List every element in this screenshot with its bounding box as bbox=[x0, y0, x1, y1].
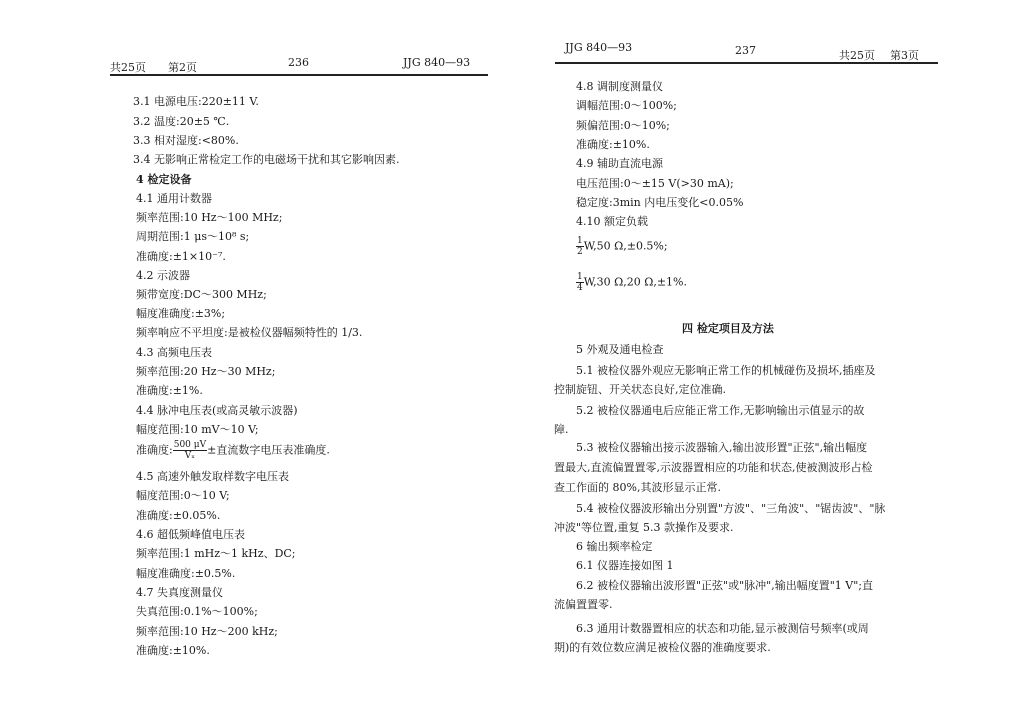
text-line: 3.3 相对湿度:<80%. bbox=[133, 134, 239, 147]
text-line: 准确度:±0.05%. bbox=[136, 509, 221, 522]
text-line: 4.2 示波器 bbox=[136, 269, 190, 282]
text-line: 周期范围:1 μs～10⁸ s; bbox=[136, 230, 250, 243]
text-line: 4.3 高频电压表 bbox=[136, 346, 212, 359]
text-line: 3.1 电源电压:220±11 V. bbox=[133, 95, 259, 108]
text-line: 频率范围:10 Hz～100 MHz; bbox=[136, 211, 283, 224]
text-line: 6.1 仪器连接如图 1 bbox=[576, 559, 674, 572]
text-line: 5.3 被检仪器输出接示波器输入,输出波形置"正弦",输出幅度 bbox=[576, 441, 868, 454]
text-line: 冲波"等位置,重复 5.3 款操作及要求. bbox=[554, 521, 734, 534]
formula-fraction bbox=[173, 440, 207, 461]
text-line: 6.2 被检仪器输出波形置"正弦"或"脉冲",输出幅度置"1 V";直 bbox=[576, 579, 873, 592]
fraction-numerator: 1 bbox=[577, 236, 583, 246]
text-line: 幅度范围:0～10 V; bbox=[136, 489, 230, 502]
text-line: 5.4 被检仪器波形输出分别置"方波"、"三角波"、"锯齿波"、"脉 bbox=[576, 502, 886, 515]
text-line: 频率范围:10 Hz～200 kHz; bbox=[136, 625, 278, 638]
standard-code: JJG 840—93 bbox=[565, 41, 633, 54]
text-line: 障. bbox=[554, 423, 569, 436]
fraction-numerator: 1 bbox=[577, 272, 583, 282]
page-number: 第3页 bbox=[890, 49, 919, 62]
text-line: 4.6 超低频峰值电压表 bbox=[136, 528, 245, 541]
fraction-denominator: 4 bbox=[577, 283, 583, 293]
text-line: 4.7 失真度测量仪 bbox=[136, 586, 223, 599]
load-item bbox=[576, 236, 668, 257]
text-line: 电压范围:0～±15 V(>30 mA); bbox=[576, 177, 734, 190]
text-line: 置最大,直流偏置置零,示波器置相应的功能和状态,使被测波形占检 bbox=[554, 461, 873, 474]
text-line: 稳定度:3min 内电压变化<0.05% bbox=[576, 196, 744, 209]
text-line: 4.1 通用计数器 bbox=[136, 192, 212, 205]
header-rule bbox=[110, 74, 488, 76]
text-line: 期)的有效位数应满足被检仪器的准确度要求. bbox=[554, 641, 771, 654]
text-line: 4.9 辅助直流电源 bbox=[576, 157, 663, 170]
text-line: 6 输出频率检定 bbox=[576, 540, 653, 553]
text-line: 5.2 被检仪器通电后应能正常工作,无影响输出示值显示的故 bbox=[576, 404, 865, 417]
text-line: 5 外观及通电检查 bbox=[576, 343, 664, 356]
text-line: 流偏置置零. bbox=[554, 598, 613, 611]
text-line: 6.3 通用计数器置相应的状态和功能,显示被测信号频率(或周 bbox=[576, 622, 869, 635]
formula-suffix: ±直流数字电压表准确度. bbox=[207, 443, 330, 457]
section-title: 四 检定项目及方法 bbox=[682, 322, 774, 335]
text-line: 频率范围:20 Hz～30 MHz; bbox=[136, 365, 276, 378]
accuracy-formula bbox=[136, 440, 330, 461]
text-line: 失真范围:0.1%～100%; bbox=[136, 605, 258, 618]
load-item bbox=[576, 272, 687, 293]
formula-prefix: 准确度: bbox=[136, 443, 173, 457]
load-text: W,30 Ω,20 Ω,±1%. bbox=[583, 275, 687, 289]
text-line: 3.2 温度:20±5 ℃. bbox=[133, 115, 230, 128]
text-line: 4.5 高速外触发取样数字电压表 bbox=[136, 470, 289, 483]
text-line: 幅度准确度:±3%; bbox=[136, 307, 226, 320]
book-page-number: 236 bbox=[288, 56, 309, 69]
text-line: 幅度范围:10 mV～10 V; bbox=[136, 423, 259, 436]
text-line: 频率范围:1 mHz～1 kHz、DC; bbox=[136, 547, 296, 560]
text-line: 4.10 额定负载 bbox=[576, 215, 648, 228]
text-line: 控制旋钮、开关状态良好,定位准确. bbox=[554, 383, 726, 396]
page-number: 第2页 bbox=[168, 61, 197, 74]
text-line: 准确度:±10%. bbox=[576, 138, 650, 151]
text-line: 频偏范围:0～10%; bbox=[576, 119, 670, 132]
standard-code: JJG 840—93 bbox=[403, 56, 471, 69]
page-count: 共25页 bbox=[110, 61, 146, 74]
page-count: 共25页 bbox=[839, 49, 875, 62]
text-line: 调幅范围:0～100%; bbox=[576, 99, 677, 112]
text-line: 准确度:±1%. bbox=[136, 384, 203, 397]
header-rule bbox=[555, 62, 938, 64]
text-line: 幅度准确度:±0.5%. bbox=[136, 567, 236, 580]
text-line: 频率响应不平坦度:是被检仪器幅频特性的 1/3. bbox=[136, 326, 363, 339]
load-fraction bbox=[576, 272, 584, 293]
fraction-denominator: Vₓ bbox=[184, 451, 196, 461]
text-line: 频带宽度:DC～300 MHz; bbox=[136, 288, 267, 301]
load-text: W,50 Ω,±0.5%; bbox=[583, 239, 668, 253]
load-fraction bbox=[576, 236, 584, 257]
text-line: 查工作面的 80%,其波形显示正常. bbox=[554, 481, 721, 494]
right-page bbox=[512, 0, 1024, 724]
text-line: 5.1 被检仪器外观应无影响正常工作的机械碰伤及损坏,插座及 bbox=[576, 364, 876, 377]
text-line: 4.8 调制度测量仪 bbox=[576, 80, 663, 93]
fraction-denominator: 2 bbox=[577, 247, 583, 257]
text-line: 准确度:±1×10⁻⁷. bbox=[136, 250, 226, 263]
section-heading: 4 检定设备 bbox=[136, 173, 192, 186]
text-line: 4.4 脉冲电压表(或高灵敏示波器) bbox=[136, 404, 298, 417]
text-line: 准确度:±10%. bbox=[136, 644, 210, 657]
book-page-number: 237 bbox=[735, 44, 756, 57]
text-line: 3.4 无影响正常检定工作的电磁场干扰和其它影响因素. bbox=[133, 153, 400, 166]
fraction-numerator: 500 μV bbox=[173, 440, 207, 450]
